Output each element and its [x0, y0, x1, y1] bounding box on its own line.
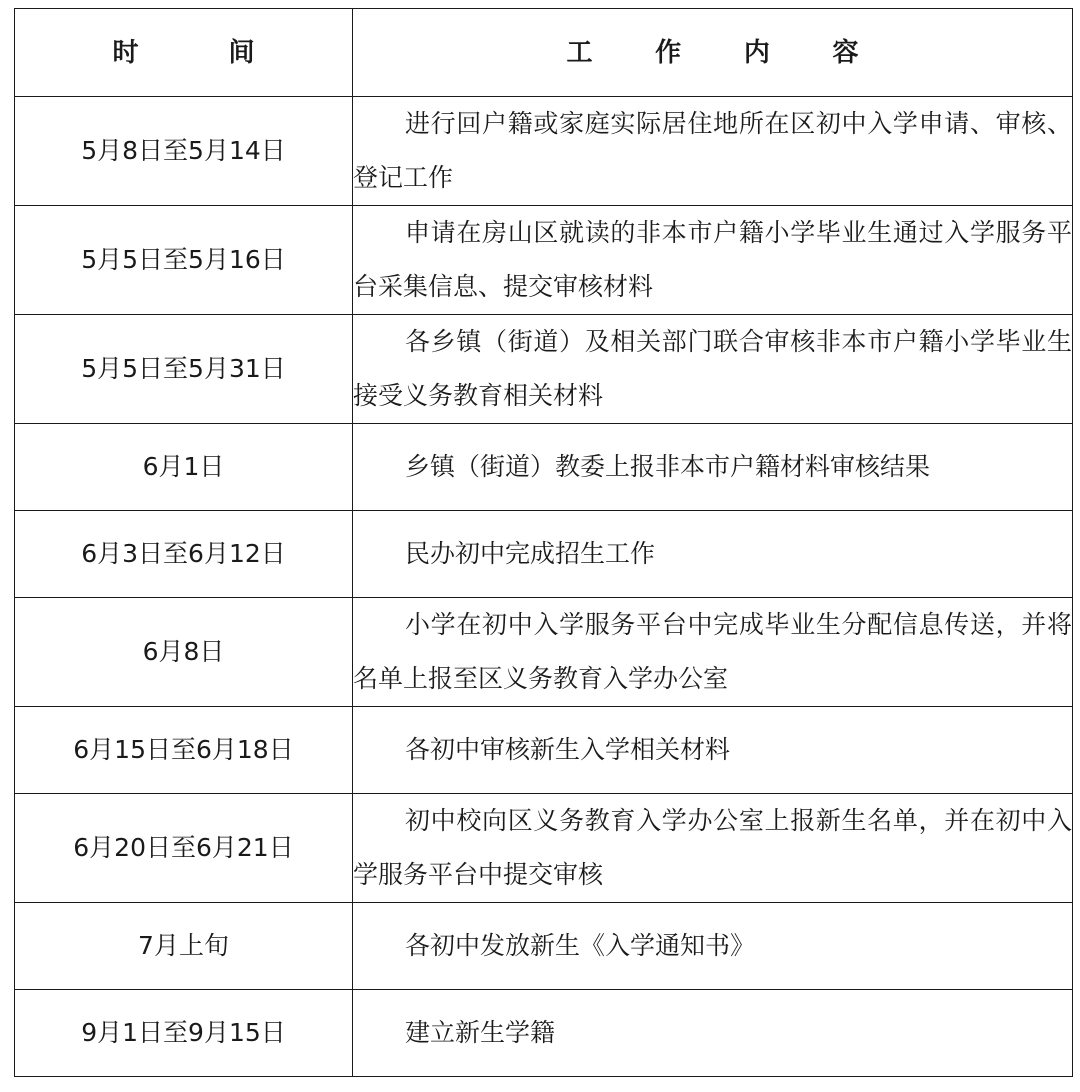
work-text: 申请在房山区就读的非本市户籍小学毕业生通过入学服务平台采集信息、提交审核材料 [353, 218, 1072, 301]
time-cell: 6月15日至6月18日 [15, 707, 353, 794]
table-row [15, 424, 1073, 511]
work-cell [353, 990, 1073, 1077]
time-cell: 5月8日至5月14日 [15, 97, 353, 206]
table-row [15, 97, 1073, 206]
work-text: 建立新生学籍 [405, 1018, 556, 1047]
work-cell [353, 424, 1073, 511]
work-cell [353, 903, 1073, 990]
table-row [15, 511, 1073, 598]
header-work-char: 容 [832, 37, 859, 68]
header-work-char: 内 [743, 37, 770, 68]
time-cell: 6月8日 [15, 598, 353, 707]
table-row [15, 707, 1073, 794]
work-cell [353, 206, 1073, 315]
schedule-table [14, 8, 1073, 1077]
table-row [15, 598, 1073, 707]
table-header-row [15, 9, 1073, 97]
header-work-char: 作 [655, 37, 682, 68]
work-cell [353, 97, 1073, 206]
work-text: 进行回户籍或家庭实际居住地所在区初中入学申请、审核、登记工作 [353, 109, 1072, 192]
work-text: 各初中发放新生《入学通知书》 [405, 931, 756, 960]
header-time-char: 间 [228, 37, 255, 68]
header-work-char: 工 [566, 37, 593, 68]
work-cell [353, 315, 1073, 424]
table-row [15, 206, 1073, 315]
work-text: 小学在初中入学服务平台中完成毕业生分配信息传送，并将名单上报至区义务教育入学办公室 [353, 610, 1072, 693]
table-row [15, 315, 1073, 424]
time-cell: 7月上旬 [15, 903, 353, 990]
header-time [15, 9, 353, 97]
time-cell: 6月3日至6月12日 [15, 511, 353, 598]
time-cell: 6月20日至6月21日 [15, 794, 353, 903]
time-cell: 9月1日至9月15日 [15, 990, 353, 1077]
time-cell: 6月1日 [15, 424, 353, 511]
time-cell: 5月5日至5月31日 [15, 315, 353, 424]
table-row [15, 990, 1073, 1077]
header-time-char: 时 [112, 37, 139, 68]
work-cell [353, 794, 1073, 903]
work-cell [353, 707, 1073, 794]
table-row [15, 903, 1073, 990]
header-work-content [353, 9, 1073, 97]
work-text: 各乡镇（街道）及相关部门联合审核非本市户籍小学毕业生接受义务教育相关材料 [353, 327, 1072, 410]
table-row [15, 794, 1073, 903]
work-text: 初中校向区义务教育入学办公室上报新生名单，并在初中入学服务平台中提交审核 [353, 806, 1072, 889]
work-text: 民办初中完成招生工作 [405, 539, 656, 568]
work-text: 乡镇（街道）教委上报非本市户籍材料审核结果 [405, 452, 931, 481]
work-cell [353, 598, 1073, 707]
work-cell [353, 511, 1073, 598]
time-cell: 5月5日至5月16日 [15, 206, 353, 315]
work-text: 各初中审核新生入学相关材料 [405, 735, 731, 764]
